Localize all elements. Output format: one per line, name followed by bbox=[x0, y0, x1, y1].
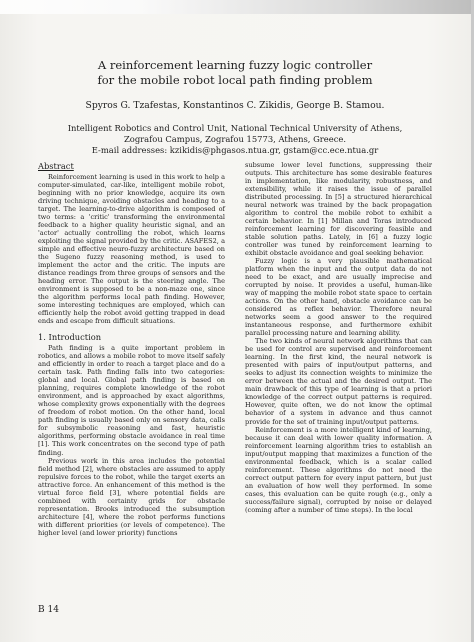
intro-paragraph-2: Previous work in this area includes the potential field method [2], where obstacles are assumed to apply repulsive forces to the robot, while the target exerts an attractive force. An enhancement of this method is the virtual force field [3], where potential fields are combined with certainty grids for obstacle representation. Brooks introduced the subsumption architecture [4], where the robot performs functions with different priorities (or levels of competence). The higher level (and lower priority) functions bbox=[38, 456, 225, 537]
right-paragraph-2: Fuzzy logic is a very plausible mathematical platform when the input and the output data do not need to be exact, and are usually imprecise and corrupted by noise. It provides a useful, human-like way of mapping the mobile robot state space to certain actions. On the other hand, obstacle avoidance can be considered as reflex behavior. Therefore neural networks seem a good answer to the required instantaneous response, and furthermore exhibit parallel processing nature and learning ability. bbox=[245, 257, 432, 338]
right-paragraph-4: Reinforcement is a more intelligent kind of learning, because it can deal with lower quality information. A reinforcement learning algorithm tries to establish an input/output mapping that maximizes a function of the environmental feedback, which is a scalar called reinforcement. These algorithms do not need the correct output pattern for every input pattern, but just an evaluation of how well they performed. In some cases, this evaluation can be quite rough (e.g., only a success/failure signal), corrupted by noise or delayed (coming after a number of time steps). In the local bbox=[245, 425, 432, 514]
affiliation bbox=[40, 123, 430, 156]
left-column bbox=[38, 161, 225, 537]
right-paragraph-1: subsume lower level functions, suppressing their outputs. This architecture has some desirable features in implementation, like modularity, robustness, and extensibility, while it raises the issue of parallel distributed processing. In [5] a structured hierarchical neural network was trained by the back propagation algorithm to control the mobile robot to exhibit a certain behavior. In [1] Millan and Toras introduced reinforcement learning for discovering feasible and stable solution paths. Lately, in [6] a fuzzy logic controller was tuned by reinforcement learning to exhibit obstacle avoidance and goal seeking behavior. bbox=[245, 161, 432, 258]
right-column bbox=[245, 161, 432, 514]
intro-paragraph-1: Path finding is a quite important problem in robotics, and allows a mobile robot to move itself safely and efficiently in order to reach a target place and do a certain task. Path finding falls into two categories: global and local. Global path finding is based on planning, requires complete knowledge of the robot environment, and is approached by exact algorithms, whose complexity grows exponentially with the degrees of freedom of robot motion. On the other hand, local path finding is usually based only on sensory data, calls for subsymbolic reasoning and fast, heuristic algorithms, performing obstacle avoidance in real time [1]. This work concentrates on the second type of path finding. bbox=[38, 344, 225, 457]
page-number: B 14 bbox=[38, 605, 59, 615]
affiliation-line-2: Zografou Campus, Zografou 15773, Athens, Greece. bbox=[123, 134, 347, 144]
affiliation-line-1: Intelligent Robotics and Control Unit, National Technical University of Athens, bbox=[67, 123, 403, 133]
introduction-heading: 1. Introduction bbox=[38, 332, 102, 343]
scan-shadow-top bbox=[0, 0, 474, 14]
right-paragraph-3: The two kinds of neural network algorithms that can be used for control are supervised and reinforcement learning. In the first kind, the neural network is presented with pairs of input/output patterns, and seeks to adjust its connection weights to minimize the error between the actual and the desired output. The main drawback of this type of learning is that a priori knowledge of the correct output patterns is required. However, quite often, we do not know the optimal behavior of a system in advance and thus cannot provide for the set of training input/output patterns. bbox=[245, 337, 432, 426]
title-line-1: A reinforcement learning fuzzy logic controller bbox=[97, 58, 373, 72]
title-line-2: for the mobile robot local path finding problem bbox=[97, 72, 373, 87]
affiliation-line-3: E-mail addresses: kzikidis@phgasos.ntua.gr, gstam@cc.ece.ntua.gr bbox=[91, 145, 379, 155]
paper-title bbox=[60, 58, 410, 87]
abstract-text: Reinforcement learning is used in this work to help a computer-simulated, car-like, intelligent mobile robot, beginning with no prior knowledge, acquire its own driving technique, avoiding obstacles and heading to a target. The learning-to-drive algorithm is composed of two terms: a 'critic' transforming the environmental feedback to a higher quality heuristic signal, and an 'actor' actually controlling the robot, which learns exploiting the signal provided by the critic. ASAFES2, a simple and effective neuro-fuzzy architecture based on the Sugeno fuzzy reasoning method, is used to implement the actor and the critic. The inputs are distance readings from three groups of sensors and the heading error. The output is the steering angle. The environment is supposed to be a non-maze one, since the algorithm performs local path finding. However, some interesting techniques are employed, which can efficiently help the robot avoid getting trapped in dead ends and escape from difficult situations. bbox=[38, 173, 225, 326]
abstract-heading: Abstract bbox=[38, 161, 74, 171]
authors: Spyros G. Tzafestas, Konstantinos C. Zikidis, George B. Stamou. bbox=[85, 100, 385, 111]
